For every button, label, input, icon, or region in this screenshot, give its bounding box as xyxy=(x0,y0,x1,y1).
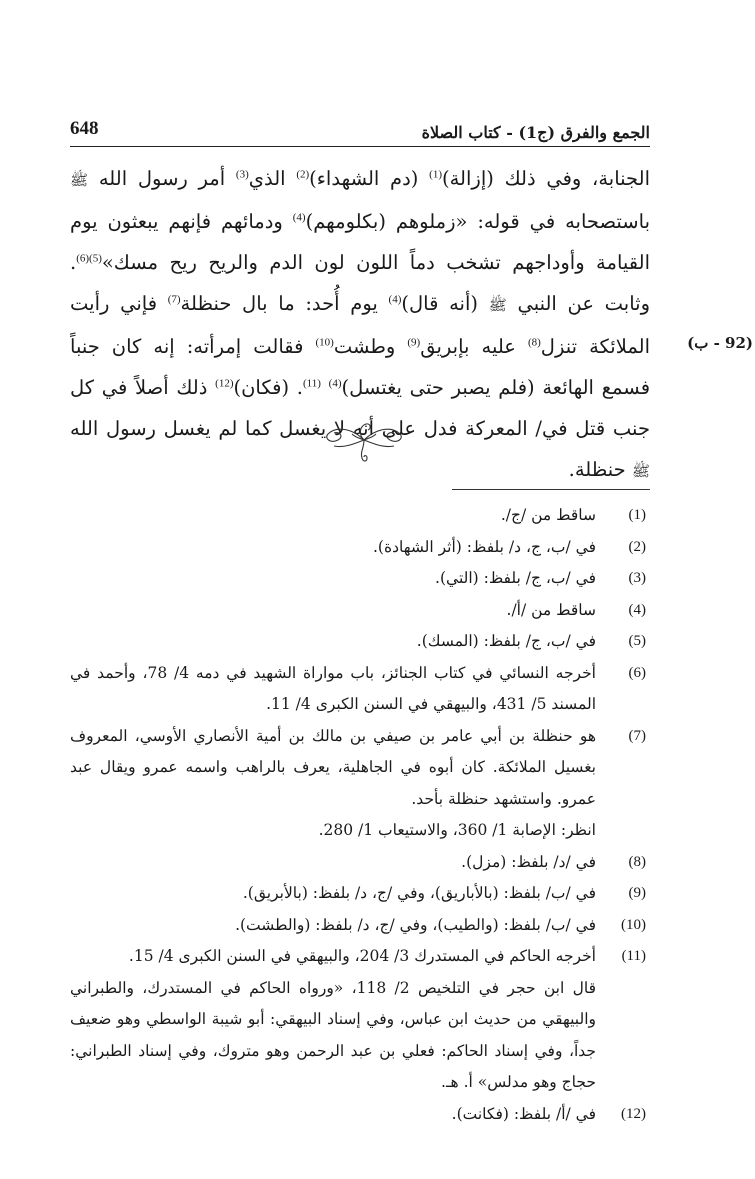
footnote-item xyxy=(70,532,650,564)
text-segment: (دم الشهداء) xyxy=(309,167,430,190)
footnote-ref: (4) xyxy=(292,211,306,224)
footnote-item xyxy=(70,1099,650,1131)
footnote-item xyxy=(70,721,650,847)
text-segment: فإني رأيت الملائكة تنزل xyxy=(70,292,650,358)
footnote-ref: (7) xyxy=(167,293,181,306)
footnote-number: (3) xyxy=(628,570,646,586)
footnote-ref: (4) xyxy=(328,377,342,390)
footnote-text: في /د/ بلفظ: (مزل). xyxy=(461,852,596,871)
footnote-ref: (1) xyxy=(429,168,442,181)
footnote-ref: (8) xyxy=(527,336,541,349)
footnote-text: في /ب، ج، د/ بلفظ: (أثر الشهادة). xyxy=(372,537,596,556)
footnote-item xyxy=(70,941,650,1099)
footnote-text: في /ب، ج/ بلفظ: (التي). xyxy=(435,569,596,587)
salutation-ligature: ﷺ xyxy=(488,296,507,314)
footnote-number: (12) xyxy=(621,1105,646,1122)
footnote-number: (4) xyxy=(628,601,646,618)
text-segment: الذي xyxy=(248,167,297,190)
floral-ornament-icon xyxy=(322,418,406,464)
text-segment: الجنابة، وفي ذلك (إزالة) xyxy=(441,167,650,190)
text-segment: ودمائهم فإنهم يبعثون يوم القيامة وأوداجهم تشخب دماً اللون لون الدم والريح ريح مسك» xyxy=(70,210,650,274)
text-segment: أمر رسول الله xyxy=(88,167,236,190)
text-segment: . (فكان) xyxy=(233,376,303,399)
footnote-text: أخرجه النسائي في كتاب الجنائز، باب مواراة الشهيد في دمه 4/ 78، وأحمد في المسند 5/ 431، والبيهقي في السنن الكبرى 4/ 11. xyxy=(70,663,596,713)
text-segment: (أنه قال) xyxy=(401,292,489,315)
footnote-text: هو حنظلة بن أبي عامر بن صيفي بن مالك بن أمية الأنصاري الأوسي، المعروف بغسيل الملائكة. كان أبوه في الجاهلية، يعرف بالراهب واسمه عمرو ويقال عبد عمرو. واستشهد حنظلة بأحد. xyxy=(70,726,596,808)
footnote-text: في /ب/ بلفظ: (والطيب)، وفي /ج، د/ بلفظ: (والطشت). xyxy=(235,915,596,934)
text-segment: عليه بإبريق xyxy=(420,335,528,358)
page-number: 648 xyxy=(70,118,99,139)
text-segment: فقالت إمرأته: إنه كان جنباً فسمع الهائعة (فلم يصبر حتى يغتسل) xyxy=(70,335,651,399)
footnote-number: (6) xyxy=(628,664,646,681)
footnote-ref: (9) xyxy=(407,336,421,349)
footnote-ref: (2) xyxy=(296,168,310,181)
footnote-number: (5) xyxy=(628,633,646,649)
footnote-item xyxy=(70,595,650,627)
footnote-text: أخرجه الحاكم في المستدرك 3/ 204، والبيهقي في السنن الكبرى 4/ 15. xyxy=(128,947,596,965)
footnote-ref: (5)(6) xyxy=(76,252,102,265)
text-segment: يوم أُحد: ما بال حنظلة xyxy=(180,292,389,315)
salutation-ligature: ﷺ xyxy=(631,462,650,480)
footnote-text: ساقط من /ج/. xyxy=(500,506,596,524)
footnote-number: (1) xyxy=(628,507,646,523)
salutation-ligature: ﷺ xyxy=(70,171,89,189)
footnote-ref: (3) xyxy=(235,168,249,181)
footnote-number: (2) xyxy=(628,538,646,555)
text-segment: حنظلة. xyxy=(568,458,632,481)
footnote-text: في /أ/ بلفظ: (فكانت). xyxy=(451,1104,596,1123)
footnote-item xyxy=(70,847,650,879)
footnote-number: (11) xyxy=(621,948,646,964)
footnote-item xyxy=(70,658,650,721)
footnote-ref: (12) xyxy=(215,377,234,390)
footnote-item xyxy=(70,563,650,595)
footnote-ref: (4) xyxy=(388,293,402,306)
running-header xyxy=(70,112,650,147)
footnote-text: في /ب، ج/ بلفظ: (المسك). xyxy=(416,632,596,650)
footnote-item xyxy=(70,910,650,942)
footnote-text: ساقط من /أ/. xyxy=(506,600,596,619)
footnote-item xyxy=(70,500,650,532)
text-segment xyxy=(321,376,329,399)
manuscript-folio-note: (92 - ب) xyxy=(687,334,753,352)
footnote-ref: (10) xyxy=(315,336,334,349)
footnote-text: في /ب/ بلفظ: (بالأباريق)، وفي /ج، د/ بلفظ: (بالأبريق). xyxy=(242,884,596,902)
footnote-number: (7) xyxy=(628,727,646,744)
text-segment: ذلك أصلاً في كل جنب قتل في/ المعركة فدل على أنه لا يغسل كما لم يغسل رسول الله xyxy=(70,376,650,440)
footnote-quote: قال ابن حجر في التلخيص 2/ 118، «ورواه الحاكم في المستدرك، والطبراني والبيهقي من حديث ابن عباس، وفي إسناد البيهقي: أبو شيبة الواسطي وهو ضعيف جداً، وفي إسناد الحاكم: فعلي بن عبد الرحمن وهو متروك، وفي إسناد الطبراني: حجاج وهو مدلس» أ. هـ. xyxy=(70,978,596,1091)
footnote-number: (9) xyxy=(628,885,646,901)
footnote-item xyxy=(70,878,650,910)
text-segment: باستصحابه في قوله: «زملوهم (بكلومهم) xyxy=(305,210,651,233)
footnote-ref: (11) xyxy=(302,377,321,390)
text-segment: . وثابت عن النبي xyxy=(70,251,651,315)
footnote-reference-line: انظر: الإصابة 1/ 360، والاستيعاب 1/ 280. xyxy=(318,821,596,839)
footnote-separator xyxy=(452,489,650,490)
footnote-item xyxy=(70,626,650,658)
running-title: الجمع والفرق (ج1) - كتاب الصلاة xyxy=(421,123,650,142)
text-segment: وطشت xyxy=(333,335,408,358)
footnote-number: (10) xyxy=(621,916,646,933)
footnote-number: (8) xyxy=(628,853,646,870)
footnotes-list xyxy=(70,500,650,1130)
